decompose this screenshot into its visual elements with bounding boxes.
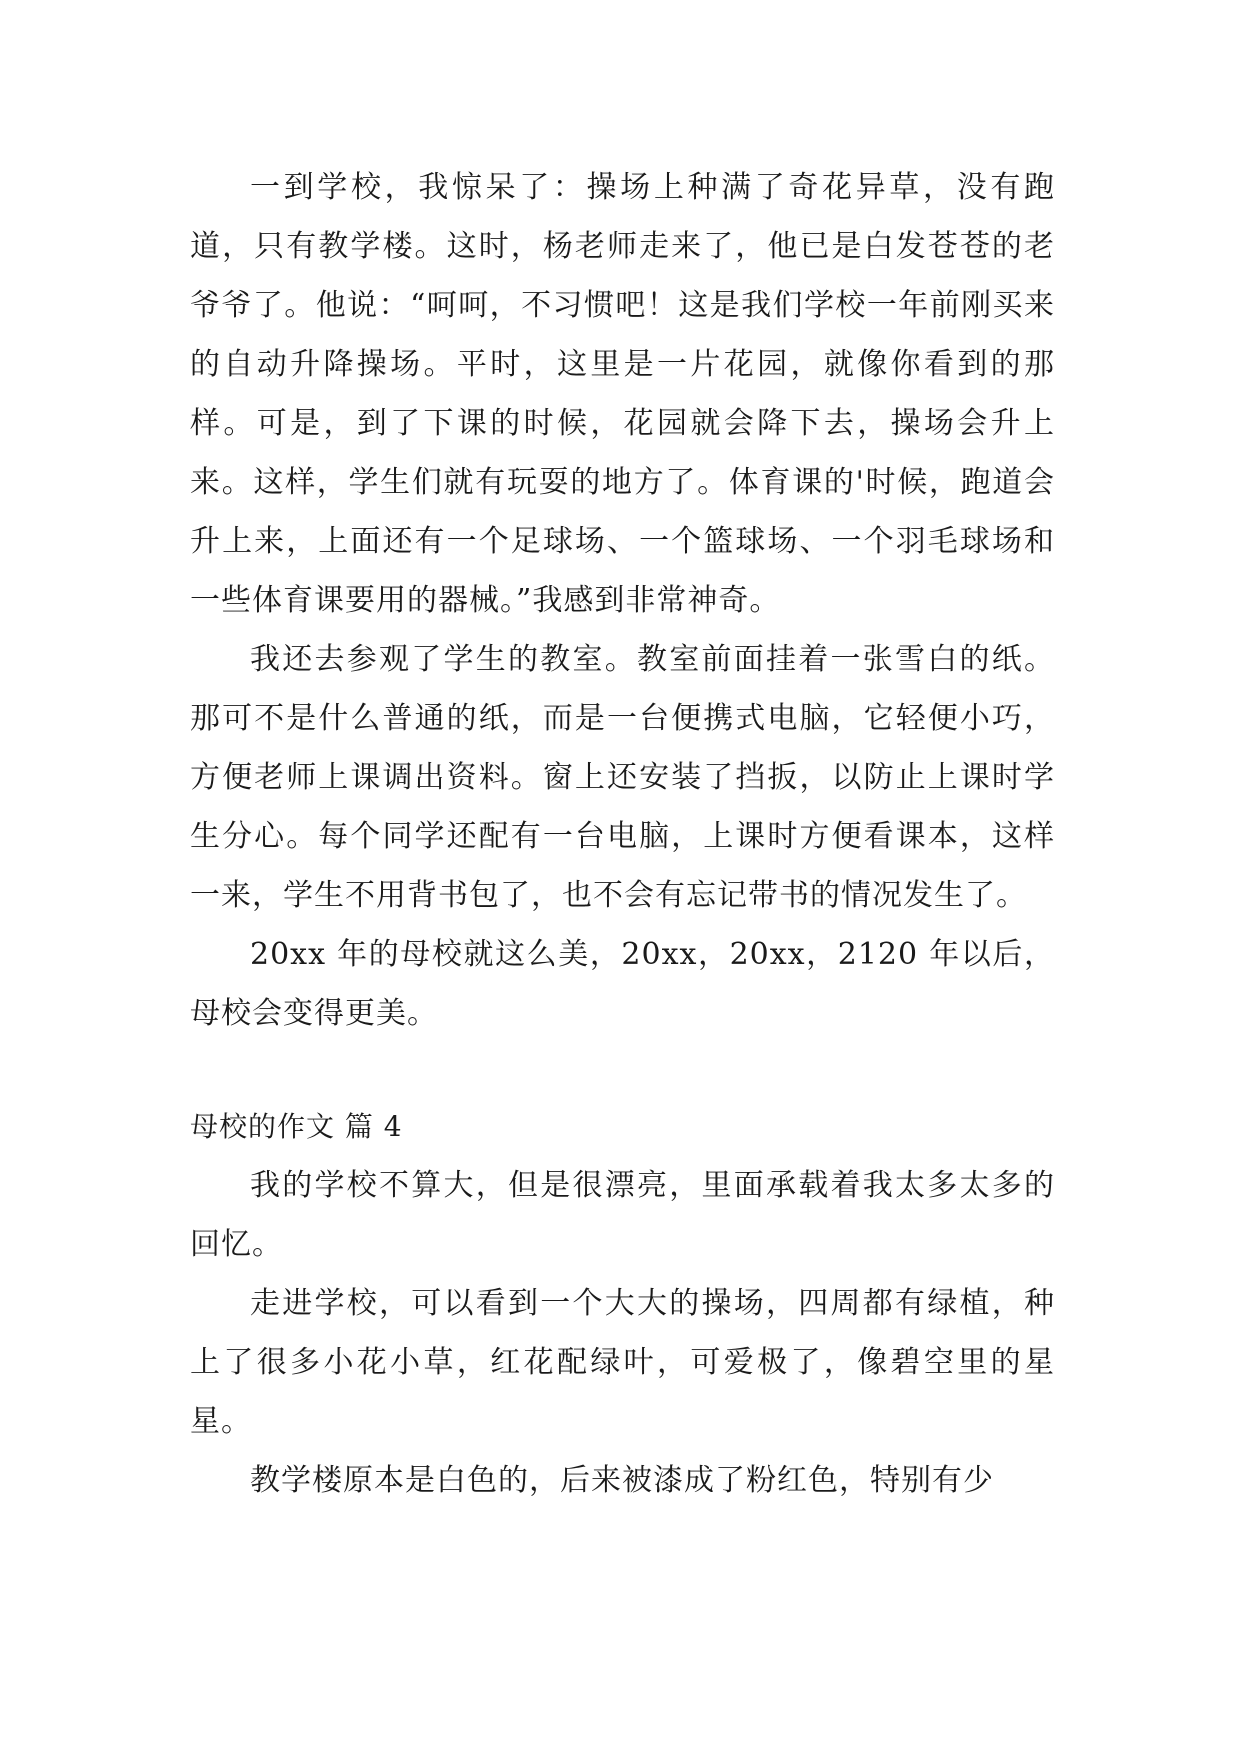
paragraph-future-school: 20xx 年的母校就这么美，20xx，20xx，2120 年以后，母校会变得更美。 xyxy=(190,937,1055,1031)
paragraph-playground: 走进学校，可以看到一个大大的操场，四周都有绿植，种上了很多小花小草，红花配绿叶，可爱极了，像碧空里的星星。 xyxy=(190,1286,1055,1439)
paragraph-classroom-visit: 我还去参观了学生的教室。教室前面挂着一张雪白的纸。那可不是什么普通的纸，而是一台便携式电脑，它轻便小巧，方便老师上课调出资料。窗上还安装了挡扳，以防止上课时学生分心。每个同学还配有一台电脑，上课时方便看课本，这样一来，学生不用背书包了，也不会有忘记带书的情况发生了。 xyxy=(190,642,1055,913)
paragraph-school-intro: 我的学校不算大，但是很漂亮，里面承载着我太多太多的回忆。 xyxy=(190,1168,1055,1262)
document-body xyxy=(190,158,1055,1510)
paragraph-arrival-at-school: 一到学校，我惊呆了：操场上种满了奇花异草，没有跑道，只有教学楼。这时，杨老师走来了，他已是白发苍苍的老爷爷了。他说：“呵呵，不习惯吧！这是我们学校一年前刚买来的自动升降操场。平时，这里是一片花园，就像你看到的那样。可是，到了下课的时候，花园就会降下去，操场会升上来。这样，学生们就有玩耍的地方了。体育课的'时候，跑道会升上来，上面还有一个足球场、一个篮球场、一个羽毛球场和一些体育课要用的器械。”我感到非常神奇。 xyxy=(190,170,1055,618)
section-heading: 母校的作文 篇 4 xyxy=(190,1110,403,1143)
paragraph-teaching-building: 教学楼原本是白色的，后来被漆成了粉红色，特别有少 xyxy=(250,1463,994,1498)
